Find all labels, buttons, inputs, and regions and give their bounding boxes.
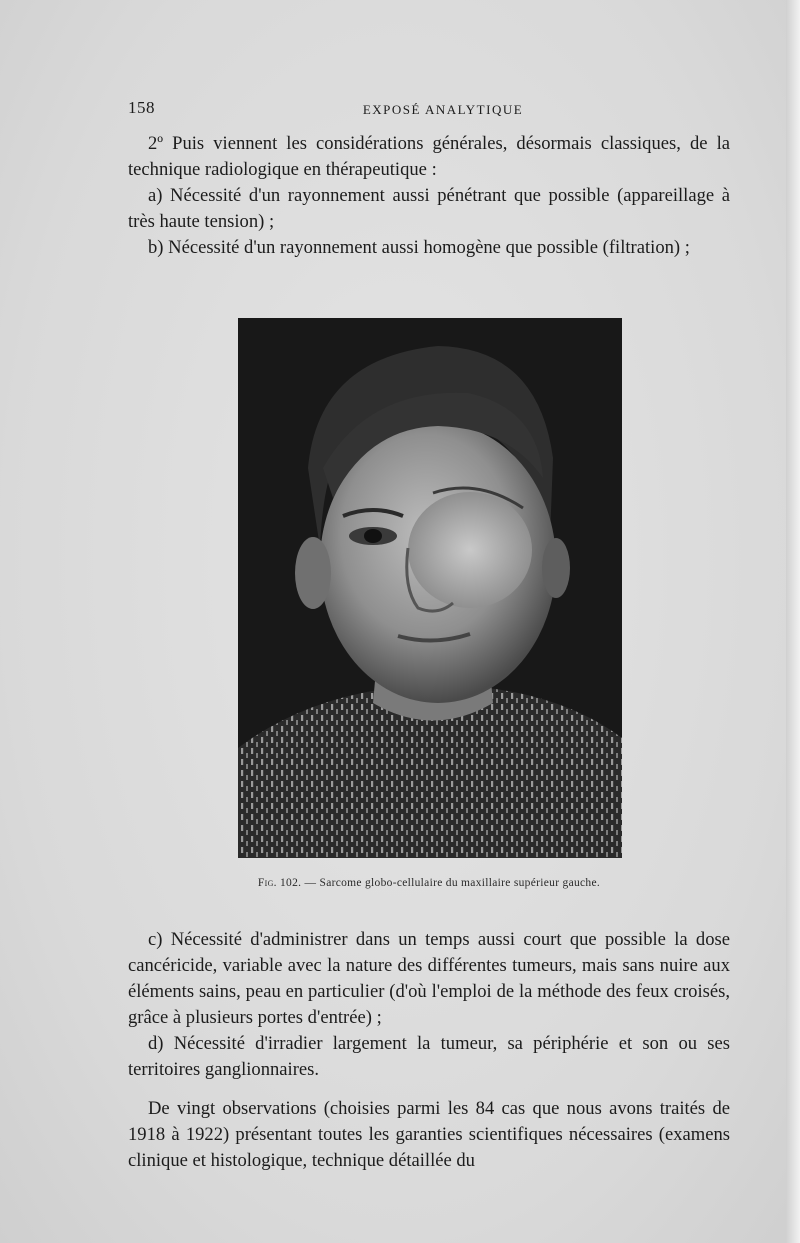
figure-photograph [238,318,622,858]
paragraph-item-b: b) Nécessité d'un rayonnement aussi homogène que possible (filtration) ; [148,237,690,258]
page-number: 158 [128,98,155,117]
figure-label: Fig. 102. [257,877,302,889]
paragraph-observations: De vingt observations (choisies parmi les 84 cas que nous avons traités de 1918 à 1922) présentant toutes les garanties scientifiques nécessaires (examens clinique et histologique, technique détaillée du [128,1098,730,1171]
paragraph-item-c: c) Nécessité d'administrer dans un temps aussi court que possible la dose cancéricide, variable avec la nature des différentes tumeurs, mais sans nuire aux éléments sains, peau en particulier (d'où l'emploi de la méthode des feux croisés, grâce à plusieurs portes d'entrée) ; [128,929,730,1028]
paragraph-general-considerations: 2º Puis viennent les considérations générales, désormais classiques, de la technique radiologique en thérapeutique : [128,133,730,180]
paragraph-item-d: d) Nécessité d'irradier largement la tumeur, sa périphérie et son ou ses territoires ganglionnaires. [128,1033,730,1080]
caption-separator: — [301,877,320,889]
text-block-top [128,131,730,261]
text-block-middle [128,927,730,1083]
caption-text: Sarcome globo-cellulaire du maxillaire supérieur gauche. [319,877,601,889]
portrait-photo [238,318,622,858]
paragraph-item-a: a) Nécessité d'un rayonnement aussi pénétrant que possible (appareillage à très haute tension) ; [128,185,730,232]
page-edge [786,0,800,1243]
text-block-bottom [128,1096,730,1174]
running-title: EXPOSÉ ANALYTIQUE [362,102,524,117]
page-header [128,98,728,122]
figure-caption [128,877,730,889]
